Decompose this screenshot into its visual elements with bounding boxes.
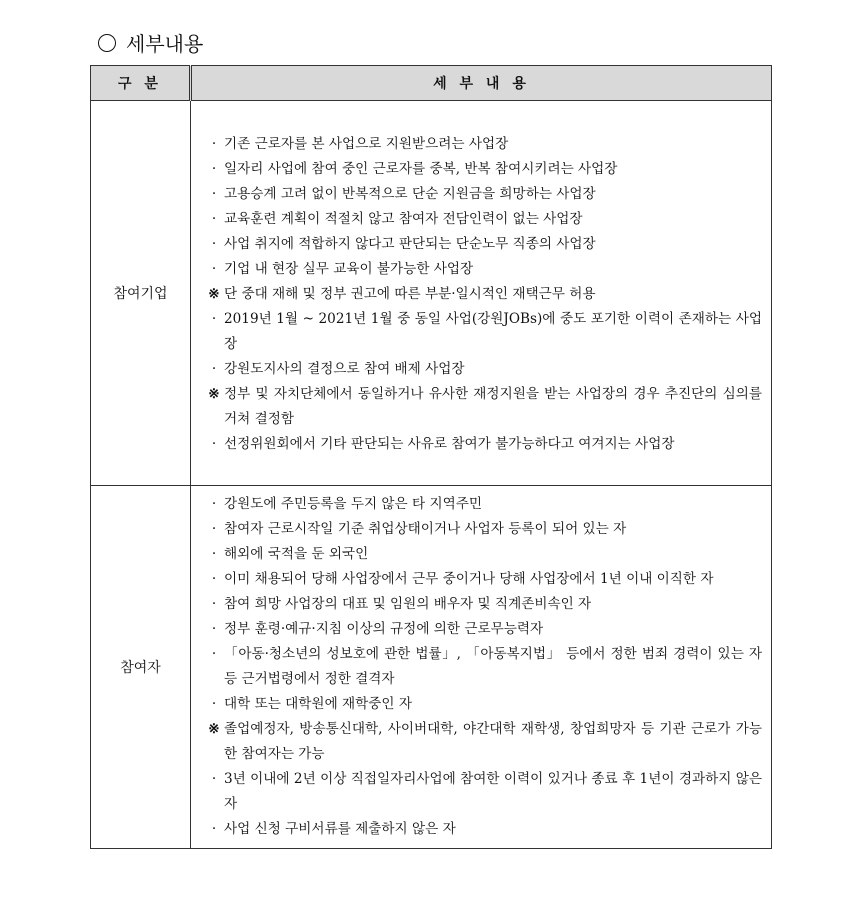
bullet-mark: · <box>211 696 217 712</box>
item-text: 강원도에 주민등록을 두지 않은 타 지역주민 <box>224 496 482 512</box>
item-text: 기업 내 현장 실무 교육이 불가능한 사업장 <box>224 261 474 277</box>
list-item <box>204 817 762 842</box>
bullet-mark: · <box>211 161 217 177</box>
item-text: 정부 훈령·예규·지침 이상의 규정에 의한 근로무능력자 <box>224 621 544 637</box>
item-text: 2019년 1월 ~ 2021년 1월 중 동일 사업(강원JOBs)에 중도 포기한 이력이 존재하는 사업장 <box>224 311 762 352</box>
list-item <box>204 182 762 207</box>
item-text: 단 중대 재해 및 정부 권고에 따른 부분·일시적인 재택근무 허용 <box>224 286 596 302</box>
bullet-mark: · <box>211 621 217 637</box>
bullet-mark: · <box>211 771 217 787</box>
item-text: 일자리 사업에 참여 중인 근로자를 중복, 반복 참여시키려는 사업장 <box>224 161 618 177</box>
list-item <box>204 382 762 432</box>
table-row <box>91 101 772 486</box>
item-text: 정부 및 자치단체에서 동일하거나 유사한 재정지원을 받는 사업장의 경우 추진단의 심의를 거쳐 결정함 <box>224 386 762 427</box>
list-item <box>204 617 762 642</box>
list-item <box>204 517 762 542</box>
item-list <box>192 492 770 842</box>
bullet-mark: · <box>211 821 217 837</box>
list-item <box>204 207 762 232</box>
header-row <box>91 66 772 101</box>
item-text: 「아동·청소년의 성보호에 관한 법률」, 「아동복지법」 등에서 정한 범죄 경력이 있는 자 등 근거법령에서 정한 결격자 <box>224 646 762 687</box>
list-item <box>204 232 762 257</box>
list-item <box>204 282 762 307</box>
bullet-mark: · <box>211 211 217 227</box>
item-text: 고용승계 고려 없이 반복적으로 단순 지원금을 희망하는 사업장 <box>224 186 596 202</box>
list-item <box>204 567 762 592</box>
list-item <box>204 307 762 357</box>
bullet-mark: · <box>211 596 217 612</box>
item-text: 참여자 근로시작일 기준 취업상태이거나 사업자 등록이 되어 있는 자 <box>224 521 627 537</box>
header-category: 구 분 <box>91 66 191 101</box>
item-text: 사업 취지에 적합하지 않다고 판단되는 단순노무 직종의 사업장 <box>224 236 596 252</box>
bullet-mark: · <box>211 496 217 512</box>
list-item <box>204 542 762 567</box>
bullet-mark: · <box>211 311 217 327</box>
bullet-mark: · <box>211 521 217 537</box>
list-item <box>204 432 762 457</box>
header-content: 세 부 내 용 <box>191 66 772 101</box>
row-category: 참여기업 <box>91 101 191 486</box>
item-text: 이미 채용되어 당해 사업장에서 근무 중이거나 당해 사업장에서 1년 이내 이직한 자 <box>224 571 714 587</box>
row-content <box>191 486 772 849</box>
bullet-mark: · <box>211 236 217 252</box>
bullet-mark: · <box>211 436 217 452</box>
item-text: 졸업예정자, 방송통신대학, 사이버대학, 야간대학 재학생, 창업희망자 등 기관 근로가 가능한 참여자는 가능 <box>224 721 762 762</box>
item-text: 대학 또는 대학원에 재학중인 자 <box>224 696 412 712</box>
bullet-mark: · <box>211 361 217 377</box>
item-text: 강원도지사의 결정으로 참여 배제 사업장 <box>224 361 465 377</box>
bullet-mark: ※ <box>208 286 220 302</box>
item-text: 참여 희망 사업장의 대표 및 임원의 배우자 및 직계존비속인 자 <box>224 596 592 612</box>
item-text: 선정위원회에서 기타 판단되는 사유로 참여가 불가능하다고 여겨지는 사업장 <box>224 436 675 452</box>
list-item <box>204 257 762 282</box>
list-item <box>204 692 762 717</box>
item-text: 기존 근로자를 본 사업으로 지원받으려는 사업장 <box>224 136 509 152</box>
section-title: 세부내용 <box>126 32 204 56</box>
list-item <box>204 492 762 517</box>
list-item <box>204 157 762 182</box>
section-heading <box>98 28 203 57</box>
bullet-mark: · <box>211 136 217 152</box>
table-row <box>91 486 772 849</box>
item-text: 사업 신청 구비서류를 제출하지 않은 자 <box>224 821 456 837</box>
item-list <box>192 132 770 457</box>
bullet-mark: · <box>211 571 217 587</box>
list-item <box>204 132 762 157</box>
bullet-mark: · <box>211 546 217 562</box>
bullet-mark: · <box>211 646 217 662</box>
list-item <box>204 717 762 767</box>
list-item <box>204 357 762 382</box>
bullet-mark: · <box>211 261 217 277</box>
item-text: 교육훈련 계획이 적절치 않고 참여자 전담인력이 없는 사업장 <box>224 211 583 227</box>
bullet-mark: ※ <box>208 386 220 402</box>
list-item <box>204 592 762 617</box>
item-text: 3년 이내에 2년 이상 직접일자리사업에 참여한 이력이 있거나 종료 후 1년이 경과하지 않은 자 <box>224 771 762 812</box>
detail-table <box>90 65 772 849</box>
bullet-mark: ※ <box>208 721 220 737</box>
bullet-mark: · <box>211 186 217 202</box>
row-category: 참여자 <box>91 486 191 849</box>
row-content <box>191 101 772 486</box>
list-item <box>204 642 762 692</box>
circle-bullet-icon <box>98 34 116 52</box>
item-text: 해외에 국적을 둔 외국인 <box>224 546 369 562</box>
list-item <box>204 767 762 817</box>
